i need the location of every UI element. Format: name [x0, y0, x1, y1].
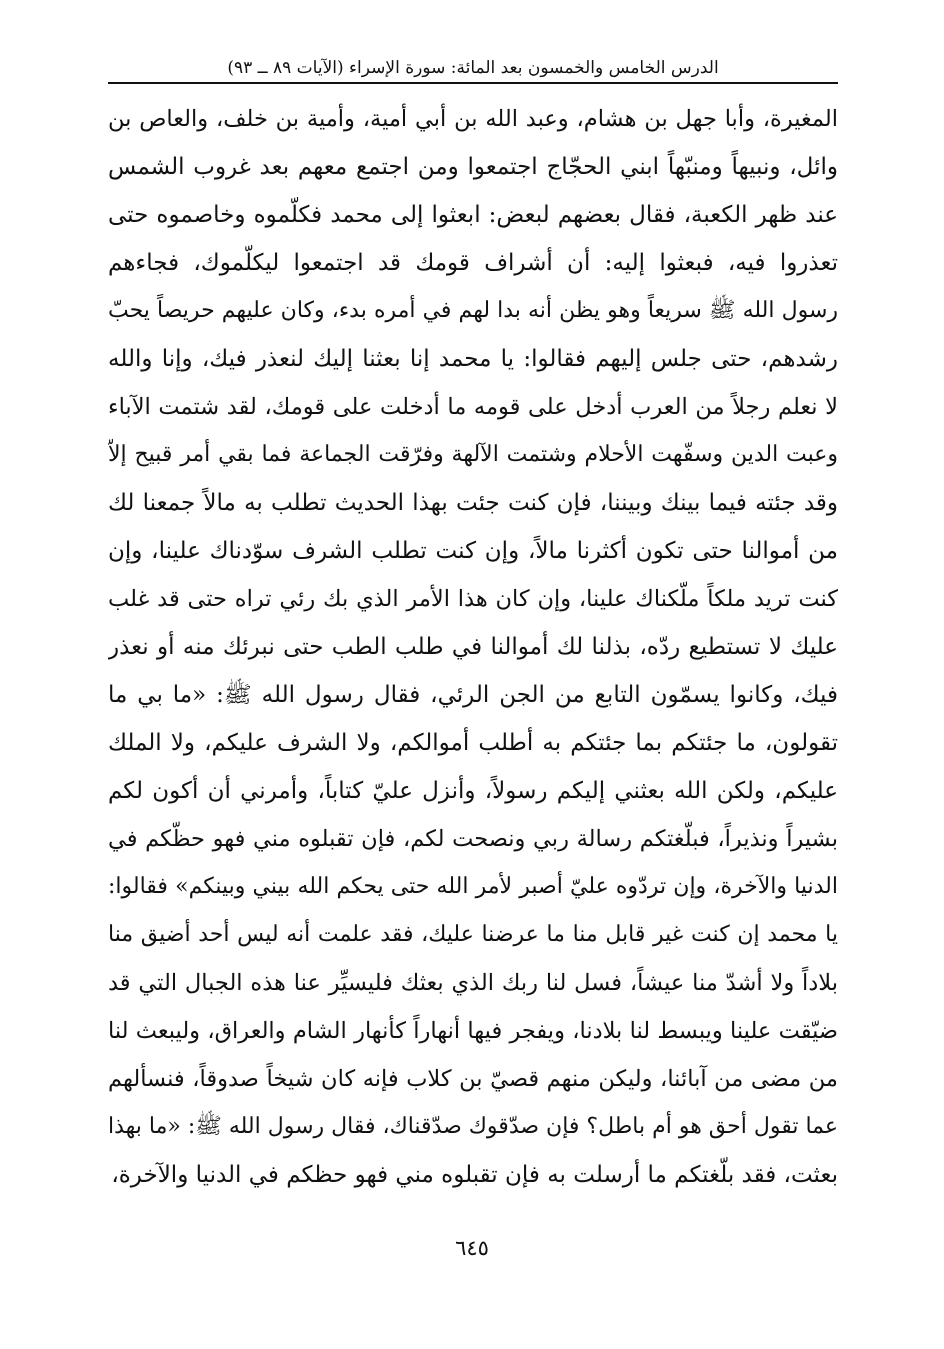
text-line: وقد جئته فيما بينك وبيننا، فإن كنت جئت بهذا الحديث تطلب به مالاً جمعنا لك [108, 490, 838, 516]
text-line: عند ظهر الكعبة، فقال بعضهم لبعض: ابعثوا إلى محمد فكلّموه وخاصموه حتى [108, 202, 838, 228]
text-line: من أموالنا حتى تكون أكثرنا مالاً، وإن كنت تطلب الشرف سوّدناك علينا، وإن [108, 538, 838, 564]
text-line: المغيرة، وأبا جهل بن هشام، وعبد الله بن أبي أمية، وأمية بن خلف، والعاص بن [108, 106, 838, 132]
text-line: رشدهم، حتى جلس إليهم فقالوا: يا محمد إنا بعثنا إليك لنعذر فيك، وإنا والله [108, 346, 838, 372]
header-rule [108, 82, 838, 84]
text-line: من مضى من آبائنا، وليكن منهم قصيّ بن كلاب فإنه كان شيخاً صدوقاً، فنسألهم [108, 1066, 838, 1092]
text-line: عليكم، ولكن الله بعثني إليكم رسولاً، وأنزل عليّ كتاباً، وأمرني أن أكون لكم [108, 778, 838, 804]
text-line: بلاداً ولا أشدّ منا عيشاً، فسل لنا ربك الذي بعثك فليسيِّر عنا هذه الجبال التي قد [108, 970, 838, 996]
text-line: فيك، وكانوا يسمّون التابع من الجن الرئي، فقال رسول الله ﷺ: «ما بي ما [108, 682, 838, 708]
text-line: وائل، ونبيهاً ومنبّهاً ابني الحجّاج اجتمعوا ومن اجتمع معهم بعد غروب الشمس [108, 154, 838, 180]
text-line: عما تقول أحق هو أم باطل؟ فإن صدّقوك صدّقناك، فقال رسول الله ﷺ: «ما بهذا [108, 1114, 838, 1139]
page-number: ٦٤٥ [455, 1236, 489, 1260]
text-line: لا نعلم رجلاً من العرب أدخل على قومه ما أدخلت على قومك، لقد شتمت الآباء [108, 394, 838, 420]
text-line: بشيراً ونذيراً، فبلّغتكم رسالة ربي ونصحت لكم، فإن تقبلوه مني فهو حظّكم في [108, 826, 838, 852]
text-line: ضيّقت علينا ويبسط لنا بلادنا، ويفجر فيها أنهاراً كأنهار الشام والعراق، وليبعث لنا [108, 1018, 838, 1044]
body-text [108, 95, 838, 1199]
text-line: بعثت، فقد بلّغتكم ما أرسلت به فإن تقبلوه مني فهو حظكم في الدنيا والآخرة، [111, 1162, 838, 1188]
text-line: رسول الله ﷺ سريعاً وهو يظن أنه بدا لهم في أمره بدء، وكان عليهم حريصاً يحبّ [108, 298, 838, 323]
text-line: وعبت الدين وسفّهت الأحلام وشتمت الآلهة وفرّقت الجماعة فما بقي أمر قبيح إلاّ [108, 442, 838, 467]
text-line: كنت تريد ملكاً ملّكناك علينا، وإن كان هذا الأمر الذي بك رئي تراه حتى قد غلب [108, 586, 838, 612]
text-line: عليك لا تستطيع ردّه، بذلنا لك أموالنا في طلب الطب حتى نبرئك منه أو نعذر [108, 634, 838, 660]
text-line: الدنيا والآخرة، وإن تردّوه عليّ أصبر لأمر الله حتى يحكم الله بيني وبينكم» فقالوا: [108, 874, 838, 899]
text-line: تعذروا فيه، فبعثوا إليه: أن أشراف قومك قد اجتمعوا ليكلّموك، فجاءهم [108, 250, 838, 276]
text-line: يا محمد إن كنت غير قابل منا ما عرضنا عليك، فقد علمت أنه ليس أحد أضيق منا [108, 922, 838, 947]
text-line: تقولون، ما جئتكم بما جئتكم به أطلب أموالكم، ولا الشرف عليكم، ولا الملك [108, 730, 838, 756]
running-header: الدرس الخامس والخمسون بعد المائة: سورة الإسراء (الآيات ٨٩ ــ ٩٣) [227, 58, 719, 78]
